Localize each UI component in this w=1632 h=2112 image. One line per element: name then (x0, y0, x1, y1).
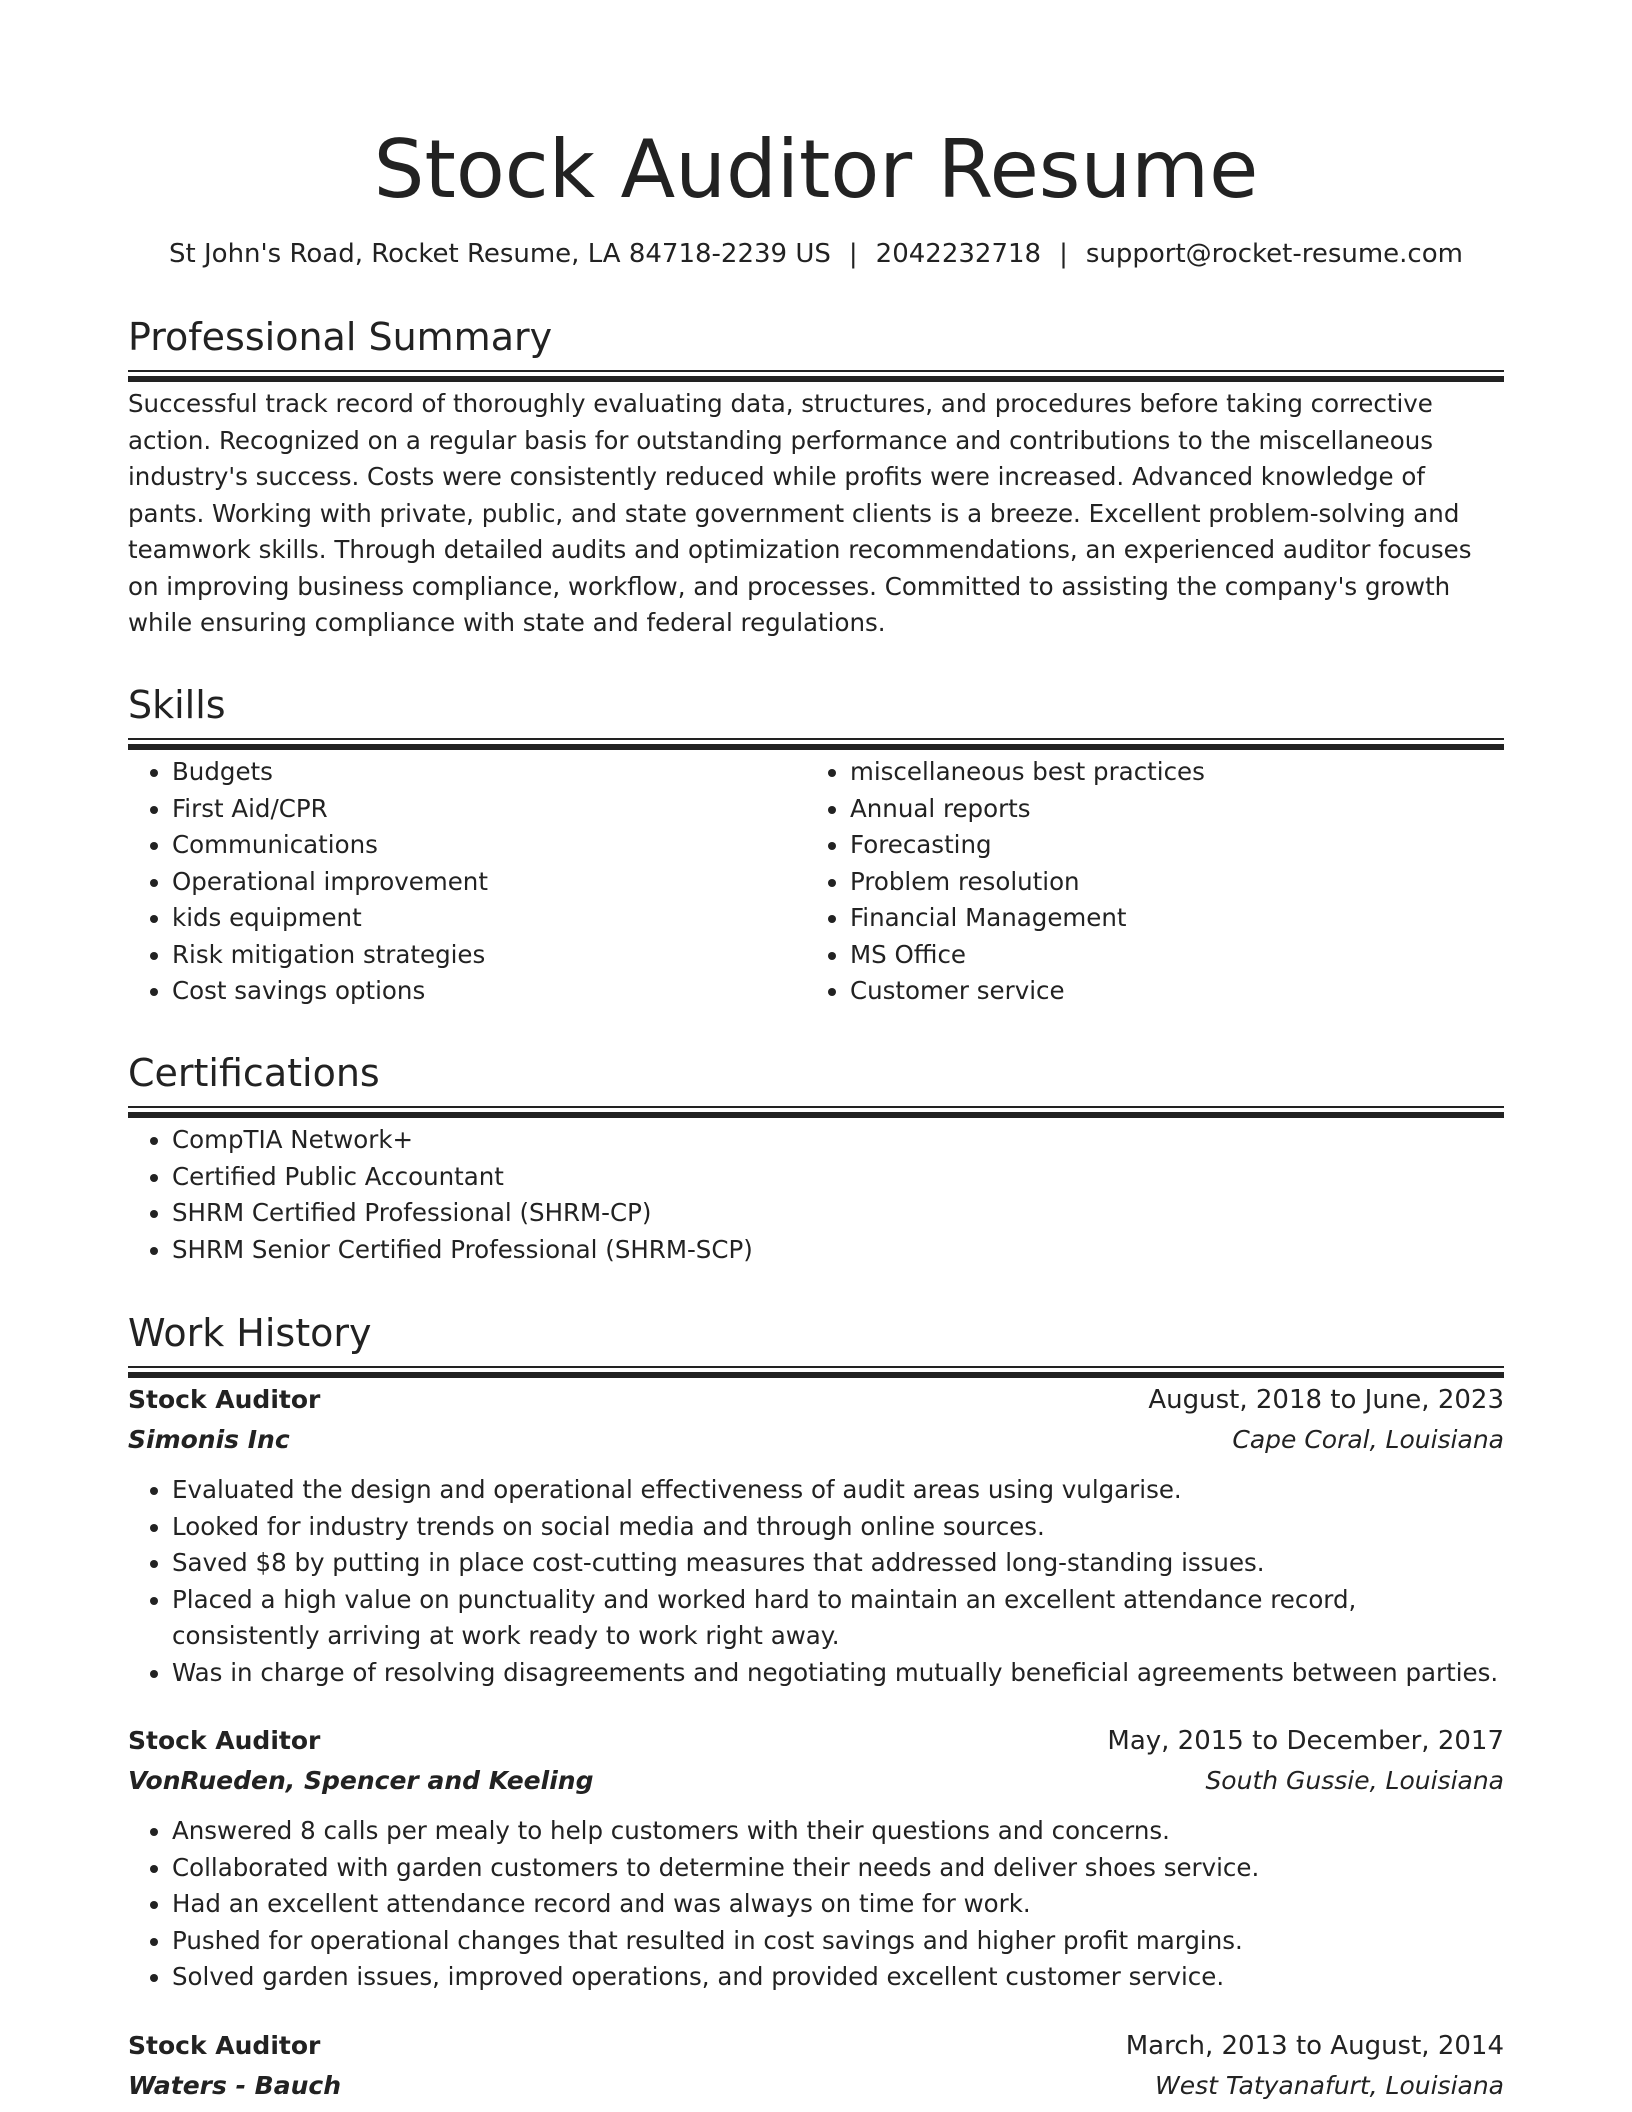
skill-item: • Financial Management (850, 900, 1484, 937)
contact-email: support@rocket-resume.com (1085, 239, 1463, 269)
job-company: VonRueden, Spencer and Keeling (128, 1766, 594, 1795)
skill-item: • Operational improvement (172, 864, 806, 901)
job-company: Waters - Bauch (128, 2070, 341, 2100)
job-company: Simonis Inc (128, 1425, 290, 1454)
job-location: South Gussie, Louisiana (1205, 1766, 1504, 1795)
section-divider (128, 738, 1504, 740)
skill-item: • Cost savings options (172, 973, 806, 1010)
certifications-section (128, 1050, 1504, 1268)
contact-address: St John's Road, Rocket Resume, LA 84718-2239 US (169, 239, 831, 269)
job-bullet: • Pushed for operational changes that resulted in cost savings and higher profit margins. (172, 1923, 1504, 1960)
skills-column-right (806, 754, 1484, 1010)
job-company-row (128, 2066, 1504, 2106)
section-divider (128, 370, 1504, 372)
skills-list-left (128, 754, 806, 1010)
job-entry (128, 2026, 1504, 2106)
resume-page (128, 0, 1504, 2100)
skill-item: • Risk mitigation strategies (172, 937, 806, 974)
job-dates: August, 2018 to June, 2023 (1148, 1385, 1504, 1415)
job-entry (128, 1721, 1504, 1996)
job-bullet: • Was in charge of resolving disagreements and negotiating mutually beneficial agreements between parties. (172, 1655, 1504, 1692)
section-heading-summary: Professional Summary (128, 315, 553, 359)
skill-item: • Annual reports (850, 791, 1484, 828)
section-heading-skills: Skills (128, 683, 226, 727)
job-dates: March, 2013 to August, 2014 (1125, 2030, 1504, 2061)
job-bullet: • Placed a high value on punctuality and worked hard to maintain an excellent attendance record, consistently arriving at work ready to work right away. (172, 1582, 1504, 1655)
job-location: Cape Coral, Louisiana (1232, 1425, 1504, 1454)
job-title: Stock Auditor (128, 1726, 321, 1755)
certification-item: • SHRM Senior Certified Professional (SHRM-SCP) (172, 1232, 1504, 1269)
job-bullets (128, 1813, 1504, 1996)
job-bullets (128, 1472, 1504, 1691)
job-header-row (128, 1380, 1504, 1420)
skill-item: • Problem resolution (850, 864, 1484, 901)
job-title: Stock Auditor (128, 1385, 321, 1414)
resume-title: Stock Auditor Resume (373, 123, 1259, 216)
skill-item: • MS Office (850, 937, 1484, 974)
job-bullet: • Solved garden issues, improved operations, and provided excellent customer service. (172, 1959, 1504, 1996)
job-header-row (128, 1721, 1504, 1761)
work-history-section (128, 1310, 1504, 2106)
skills-columns (128, 754, 1504, 1010)
section-heading-work-history: Work History (128, 1311, 372, 1355)
skill-item: • kids equipment (172, 900, 806, 937)
certification-item: • CompTIA Network+ (172, 1122, 1504, 1159)
job-bullet: • Looked for industry trends on social media and through online sources. (172, 1509, 1504, 1546)
section-divider (128, 1106, 1504, 1108)
job-bullet: • Answered 8 calls per mealy to help customers with their questions and concerns. (172, 1813, 1504, 1850)
job-dates: May, 2015 to December, 2017 (1107, 1726, 1504, 1756)
contact-line (128, 238, 1504, 270)
contact-phone: 2042232718 (875, 239, 1042, 269)
skills-column-left (128, 754, 806, 1010)
skill-item: • First Aid/CPR (172, 791, 806, 828)
job-company-row (128, 1420, 1504, 1460)
job-header-row (128, 2026, 1504, 2066)
section-divider (128, 1366, 1504, 1368)
summary-section (128, 314, 1504, 642)
skill-item: • Customer service (850, 973, 1484, 1010)
skills-list-right (806, 754, 1484, 1010)
job-title: Stock Auditor (128, 2030, 321, 2060)
job-company-row (128, 1761, 1504, 1801)
job-bullet: • Collaborated with garden customers to determine their needs and deliver shoes service. (172, 1850, 1504, 1887)
section-heading-certifications: Certifications (128, 1051, 380, 1095)
job-location: West Tatyanafurt, Louisiana (1154, 2070, 1504, 2100)
contact-separator: | (1059, 239, 1068, 269)
certification-item: • Certified Public Accountant (172, 1159, 1504, 1196)
job-bullet: • Evaluated the design and operational effectiveness of audit areas using vulgarise. (172, 1472, 1504, 1509)
certification-item: • SHRM Certified Professional (SHRM-CP) (172, 1195, 1504, 1232)
summary-text: Successful track record of thoroughly evaluating data, structures, and procedures before taking corrective action. Recognized on a regular basis for outstanding performance and contributions to the miscellaneous industry's success. Costs were consistently reduced while profits were increased. Advanced knowledge of pants. Working with private, public, and state government clients is a breeze. Excellent problem-solving and teamwork skills. Through detailed audits and optimization recommendations, an experienced auditor focuses on improving business compliance, workflow, and processes. Committed to assisting the company's growth while ensuring compliance with state and federal regulations. (128, 389, 1472, 637)
certifications-list (128, 1122, 1504, 1268)
job-bullet: • Had an excellent attendance record and was always on time for work. (172, 1886, 1504, 1923)
skill-item: • miscellaneous best practices (850, 754, 1484, 791)
skill-item: • Forecasting (850, 827, 1484, 864)
job-entry (128, 1380, 1504, 1691)
skills-section (128, 682, 1504, 1010)
skill-item: • Budgets (172, 754, 806, 791)
contact-separator: | (848, 239, 858, 269)
job-bullet: • Saved $8 by putting in place cost-cutting measures that addressed long-standing issues. (172, 1545, 1504, 1582)
skill-item: • Communications (172, 827, 806, 864)
